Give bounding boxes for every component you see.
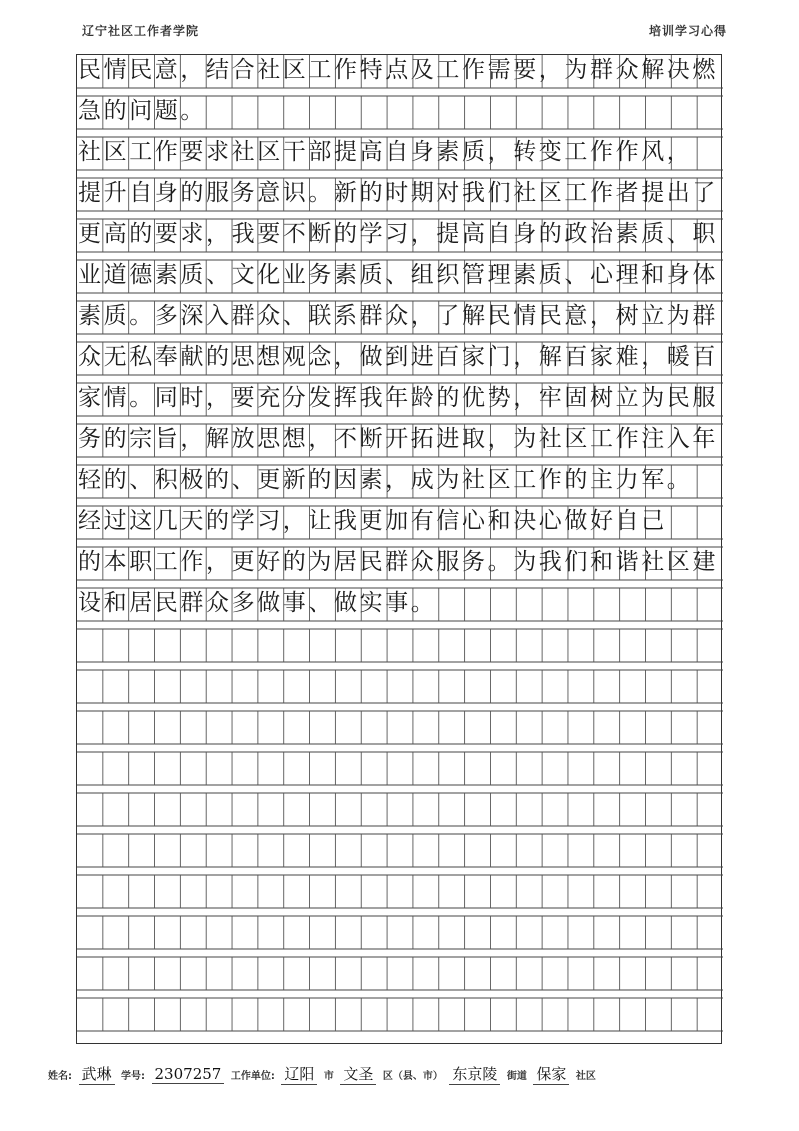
text-line: 务的宗旨，解放思想，不断开拓进取，为社区工作注入年 bbox=[78, 426, 718, 452]
text-line: 提升自身的服务意识。新的时期对我们社区工作者提出了 bbox=[78, 180, 718, 206]
text-line: 家情。同时，要充分发挥我年龄的优势，牢固树立为民服 bbox=[78, 385, 718, 411]
community-label: 社区 bbox=[575, 1071, 596, 1082]
unit-label: 工作单位: bbox=[230, 1071, 275, 1082]
text-line: 经过这几天的学习，让我更加有信心和决心做好自己 bbox=[78, 508, 667, 534]
text-line: 素质。多深入群众、联系群众，了解民情民意，树立为群 bbox=[78, 303, 718, 329]
text-line: 业道德素质、文化业务素质、组织管理素质、心理和身体 bbox=[78, 262, 718, 288]
text-line: 轻的、积极的、更新的因素，成为社区工作的主力军。 bbox=[78, 467, 693, 493]
text-line: 急的问题。 bbox=[78, 98, 206, 124]
text-line: 的本职工作，更好的为居民群众服务。为我们和谐社区建 bbox=[78, 549, 718, 575]
name-label: 姓名: bbox=[48, 1071, 72, 1082]
city-value: 辽阳 bbox=[281, 1063, 317, 1085]
id-label: 学号: bbox=[121, 1071, 146, 1082]
city-label: 市 bbox=[323, 1071, 334, 1082]
text-line: 民情民意，结合社区工作特点及工作需要，为群众解决燃 bbox=[78, 57, 718, 83]
name-value: 武琳 bbox=[79, 1063, 115, 1085]
district-label: 区（县、市） bbox=[382, 1071, 443, 1082]
document-type-header: 培训学习心得 bbox=[648, 24, 727, 38]
institute-name-header: 辽宁社区工作者学院 bbox=[82, 24, 200, 38]
id-value: 2307257 bbox=[152, 1065, 225, 1084]
text-line: 社区工作要求社区干部提高自身素质，转变工作作风， bbox=[78, 139, 693, 165]
street-label: 街道 bbox=[506, 1071, 527, 1082]
text-line: 众无私奉献的思想观念，做到进百家门，解百家难，暖百 bbox=[78, 344, 718, 370]
text-line: 设和居民群众多做事、做实事。 bbox=[78, 590, 437, 616]
student-info-footer bbox=[48, 1063, 738, 1085]
street-value: 东京陵 bbox=[449, 1063, 500, 1085]
community-value: 保家 bbox=[533, 1063, 569, 1085]
text-line: 更高的要求，我要不断的学习，提高自身的政治素质、职 bbox=[78, 221, 718, 247]
district-value: 文圣 bbox=[340, 1063, 376, 1085]
